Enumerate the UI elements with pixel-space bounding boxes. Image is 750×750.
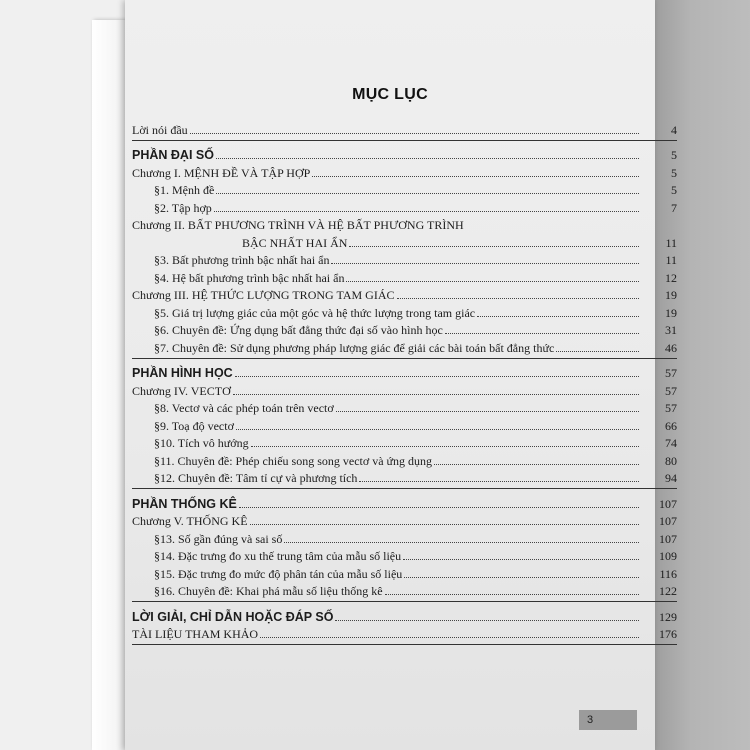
toc-section-entry[interactable] [132, 302, 677, 320]
toc-page-number: 107 [659, 531, 677, 546]
toc-entry-label: §7. Chuyên đề: Sử dụng phương pháp lượng giác để giải các bài toán bất đẳng thức [154, 340, 555, 355]
dot-leader [239, 507, 639, 508]
section-divider [132, 140, 677, 141]
toc-page-number: 5 [671, 183, 677, 197]
toc-page-number: 5 [671, 148, 677, 162]
toc-entry-label: PHẦN HÌNH HỌC [132, 366, 233, 380]
toc-entry-label: §15. Đặc trưng đo mức độ phân tán của mẫu số liệu [154, 566, 403, 581]
toc-page-number: 19 [665, 288, 677, 302]
dot-leader [216, 158, 639, 159]
dot-leader [233, 394, 639, 395]
toc-chapter-entry[interactable] [132, 380, 677, 398]
book-page [125, 0, 677, 750]
toc-page-number: 11 [665, 253, 677, 267]
toc-section-entry[interactable] [132, 581, 677, 599]
toc-section-entry[interactable] [132, 320, 677, 338]
toc-page-number: 74 [665, 436, 677, 450]
toc-entry-label: Lời nói đầu [132, 122, 188, 137]
dot-leader [236, 429, 639, 430]
toc-entry-label: Chương I. MỆNH ĐỀ VÀ TẬP HỢP [132, 165, 311, 180]
toc-entry-label: §11. Chuyên đề: Phép chiếu song song vectơ và ứng dụng [154, 453, 433, 468]
toc-section-entry[interactable] [132, 546, 677, 564]
toc-entry-label: §1. Mệnh đề [154, 183, 215, 197]
dot-leader [346, 281, 639, 282]
section-divider [132, 601, 677, 602]
dot-leader [260, 637, 639, 638]
toc-page-number: 11 [665, 235, 677, 250]
toc-entry-label: §14. Đặc trưng đo xu thế trung tâm của mẫu số liệu [154, 549, 402, 563]
dot-leader [477, 316, 639, 317]
toc-entry[interactable] [132, 624, 677, 642]
dot-leader [359, 481, 639, 482]
toc-section-entry[interactable] [132, 563, 677, 581]
toc-entry-label: TÀI LIỆU THAM KHẢO [132, 627, 259, 641]
dot-leader [349, 246, 639, 247]
toc-entry-label: §8. Vectơ và các phép toán trên vectơ [154, 401, 334, 415]
toc-section-entry[interactable] [132, 337, 677, 355]
toc-entry[interactable] [132, 119, 677, 137]
toc-page-number: 66 [665, 418, 677, 433]
dot-leader [385, 594, 639, 595]
dot-leader [216, 193, 639, 194]
toc-page-number: 4 [671, 122, 677, 137]
toc-section-entry[interactable] [132, 528, 677, 546]
dot-leader [235, 376, 639, 377]
dot-leader [556, 351, 639, 352]
toc-chapter-entry[interactable] [132, 285, 677, 303]
dot-leader [434, 464, 639, 465]
toc-page-number: 57 [665, 383, 677, 398]
toc-page-number: 109 [659, 549, 677, 563]
toc-page-number: 129 [659, 609, 677, 624]
toc-page-number: 116 [659, 566, 677, 581]
toc-part-entry[interactable] [132, 606, 677, 624]
toc-page-number: 31 [665, 323, 677, 337]
dot-leader [397, 298, 639, 299]
toc-section-entry[interactable] [132, 180, 677, 198]
toc-page-number: 46 [665, 340, 677, 355]
toc-page-number: 176 [659, 627, 677, 641]
toc-entry-label: §16. Chuyên đề: Khai phá mẫu số liệu thống kê [154, 584, 383, 598]
dot-leader [404, 577, 639, 578]
toc-entry-label: §12. Chuyên đề: Tâm tỉ cự và phương tích [154, 471, 358, 485]
section-divider [132, 644, 677, 645]
dot-leader [445, 333, 639, 334]
toc-entry-label: §5. Giá trị lượng giác của một góc và hệ thức lượng trong tam giác [154, 305, 476, 320]
toc-entry-label: §10. Tích vô hướng [154, 436, 249, 450]
toc-page-number: 80 [665, 453, 677, 468]
toc-entry-label: §9. Toạ độ vectơ [154, 418, 234, 433]
toc-chapter-entry[interactable] [132, 511, 677, 529]
toc-part-entry[interactable] [132, 363, 677, 381]
toc-page-number: 94 [665, 471, 677, 485]
toc-entry-label: §4. Hệ bất phương trình bậc nhất hai ẩn [154, 270, 345, 285]
toc-section-entry[interactable] [132, 468, 677, 486]
dot-leader [284, 542, 639, 543]
page-number: 3 [587, 714, 594, 726]
toc-entry-label: §13. Số gần đúng và sai số [154, 531, 283, 546]
dot-leader [403, 559, 639, 560]
dot-leader [250, 524, 639, 525]
toc-page-number: 7 [671, 200, 677, 215]
toc-chapter-entry[interactable] [132, 162, 677, 180]
toc-page-number: 107 [659, 514, 677, 528]
dot-leader [214, 211, 639, 212]
toc-page-number: 57 [665, 401, 677, 415]
dot-leader [190, 133, 639, 134]
toc-entry-label: Chương II. BẤT PHƯƠNG TRÌNH VÀ HỆ BẤT PHƯƠNG TRÌNH [132, 218, 464, 232]
toc-page-number: 122 [659, 584, 677, 598]
toc-section-entry[interactable] [132, 398, 677, 416]
page-number-tab [579, 710, 637, 730]
toc-page-number: 19 [665, 305, 677, 320]
table-of-contents [132, 119, 677, 649]
toc-entry-label: PHẦN ĐẠI SỐ [132, 148, 214, 162]
toc-entry-label: §2. Tập hợp [154, 200, 212, 215]
page-title: MỤC LỤC [352, 86, 428, 103]
toc-part-entry[interactable] [132, 493, 677, 511]
toc-entry-label: §6. Chuyên đề: Ứng dụng bất đẳng thức đại số vào hình học [154, 323, 443, 337]
section-divider [132, 488, 677, 489]
toc-section-entry[interactable] [132, 197, 677, 215]
toc-chapter-entry[interactable] [132, 215, 677, 250]
dot-leader [331, 263, 639, 264]
toc-entry-label-continued: BẬC NHẤT HAI ẨN [242, 235, 348, 250]
toc-page-number: 57 [665, 366, 677, 380]
toc-part-entry[interactable] [132, 145, 677, 163]
dot-leader [312, 176, 639, 177]
toc-entry-label: PHẦN THỐNG KÊ [132, 496, 237, 511]
toc-section-entry[interactable] [132, 267, 677, 285]
section-divider [132, 358, 677, 359]
dot-leader [335, 620, 639, 621]
toc-entry-label: Chương III. HỆ THỨC LƯỢNG TRONG TAM GIÁC [132, 288, 395, 302]
toc-entry-label: Chương IV. VECTƠ [132, 383, 231, 398]
toc-page-number: 107 [659, 496, 677, 511]
toc-section-entry[interactable] [132, 433, 677, 451]
toc-page-number: 5 [671, 165, 677, 180]
dot-leader [336, 411, 639, 412]
toc-section-entry[interactable] [132, 450, 677, 468]
dot-leader [251, 446, 639, 447]
toc-entry-label: LỜI GIẢI, CHỈ DẪN HOẶC ĐÁP SỐ [132, 609, 334, 624]
toc-entry-label: §3. Bất phương trình bậc nhất hai ẩn [154, 253, 330, 267]
toc-entry-label: Chương V. THỐNG KÊ [132, 514, 248, 528]
toc-section-entry[interactable] [132, 415, 677, 433]
toc-page-number: 12 [665, 270, 677, 285]
toc-section-entry[interactable] [132, 250, 677, 268]
